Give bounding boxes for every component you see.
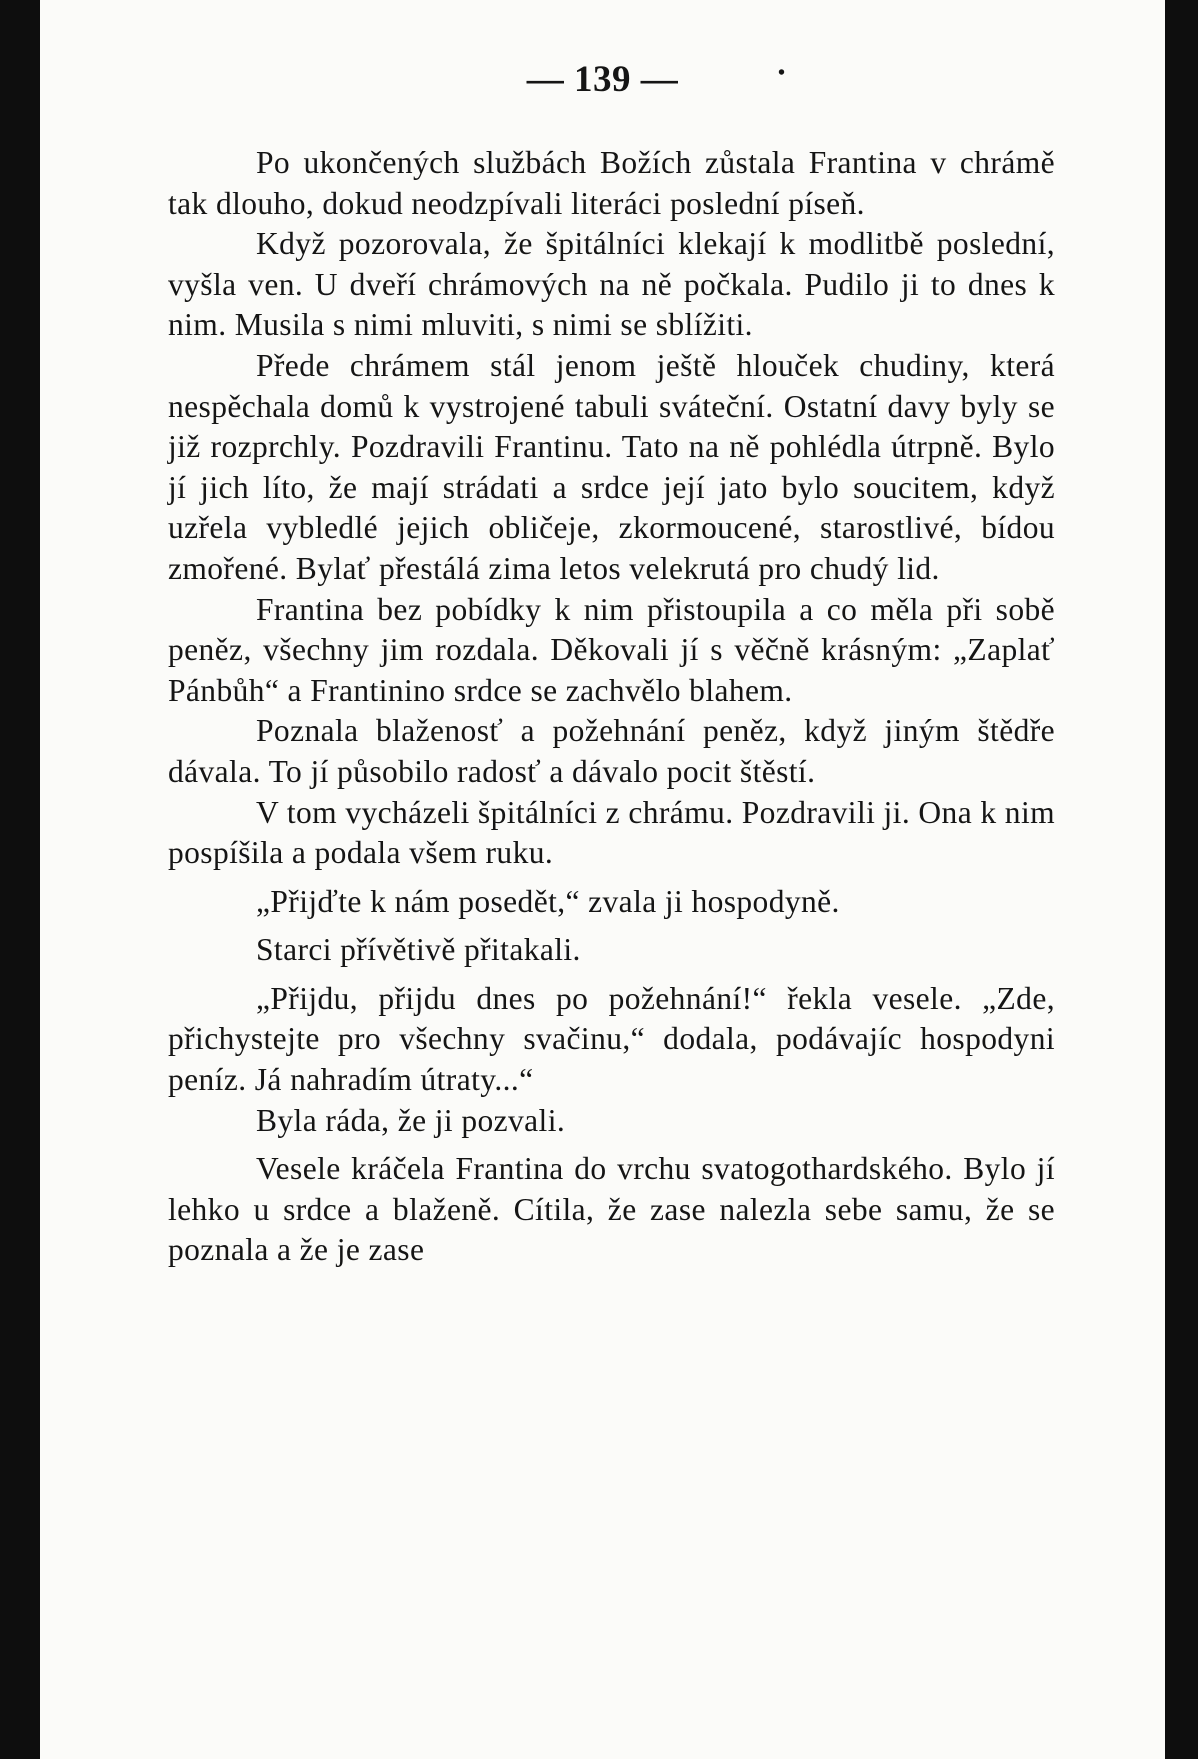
paragraph-6: V tom vycházeli špitálníci z chrámu. Pozdravili ji. Ona k nim pospíšila a podala všem ruku. bbox=[168, 794, 1055, 871]
page-number bbox=[40, 58, 1165, 101]
paragraph-5: Poznala blaženosť a požehnání peněz, když jiným štědře dávala. To jí působilo radosť a dávalo pocit štěstí. bbox=[168, 713, 1055, 789]
paragraph-2: Když pozorovala, že špitálníci klekají k modlitbě poslední, vyšla ven. U dveří chrámových na ně počkala. Pudilo ji to dnes k nim. Musila s nimi mluviti, s nimi se sblížiti. bbox=[168, 226, 1055, 343]
paragraph-8: Starci přívětivě přitakali. bbox=[256, 932, 581, 968]
book-page bbox=[40, 0, 1165, 1759]
stray-mark: • bbox=[778, 62, 786, 84]
page-number-text: — 139 — bbox=[526, 59, 679, 100]
paragraph-3: Přede chrámem stál jenom ještě hlouček chudiny, která nespěchala domů k vystrojené tabuli sváteční. Ostatní davy byly se již rozprchly. Pozdravili Frantinu. Tato na ně pohlédla útrpně. Bylo jí jich líto, že mají strádati a srdce její jato bylo soucitem, když uzřela vybledlé jejich obličeje, zkormoucené, starostlivé, bídou zmořené. Bylať přestálá zima letos velekrutá pro chudý lid. bbox=[168, 347, 1055, 586]
paragraph-10: Byla ráda, že ji pozvali. bbox=[256, 1102, 566, 1138]
paragraph-4: Frantina bez pobídky k nim přistoupila a co měla při sobě peněz, všechny jim rozdala. Děkovali jí s věčně krásným: „Zaplať Pánbůh“ a Frantinino srdce se zachvělo blahem. bbox=[168, 591, 1055, 708]
paragraph-1: Po ukončených službách Božích zůstala Frantina v chrámě tak dlouho, dokud neodzpívali literáci poslední píseň. bbox=[168, 145, 1055, 221]
paragraph-9: „Přijdu, přijdu dnes po požehnání!“ řekla vesele. „Zde, přichystejte pro všechny svačinu,“ dodala, podávajíc hospodyni peníz. Já nahradím útraty...“ bbox=[168, 980, 1055, 1098]
body-text bbox=[168, 143, 1055, 1271]
paragraph-11: Vesele kráčela Frantina do vrchu svatogothardského. Bylo jí lehko u srdce a blaženě. Cítila, že zase nalezla sebe samu, že se poznala a že je zase bbox=[168, 1151, 1055, 1268]
paragraph-7: „Přijďte k nám posedět,“ zvala ji hospodyně. bbox=[256, 883, 840, 919]
